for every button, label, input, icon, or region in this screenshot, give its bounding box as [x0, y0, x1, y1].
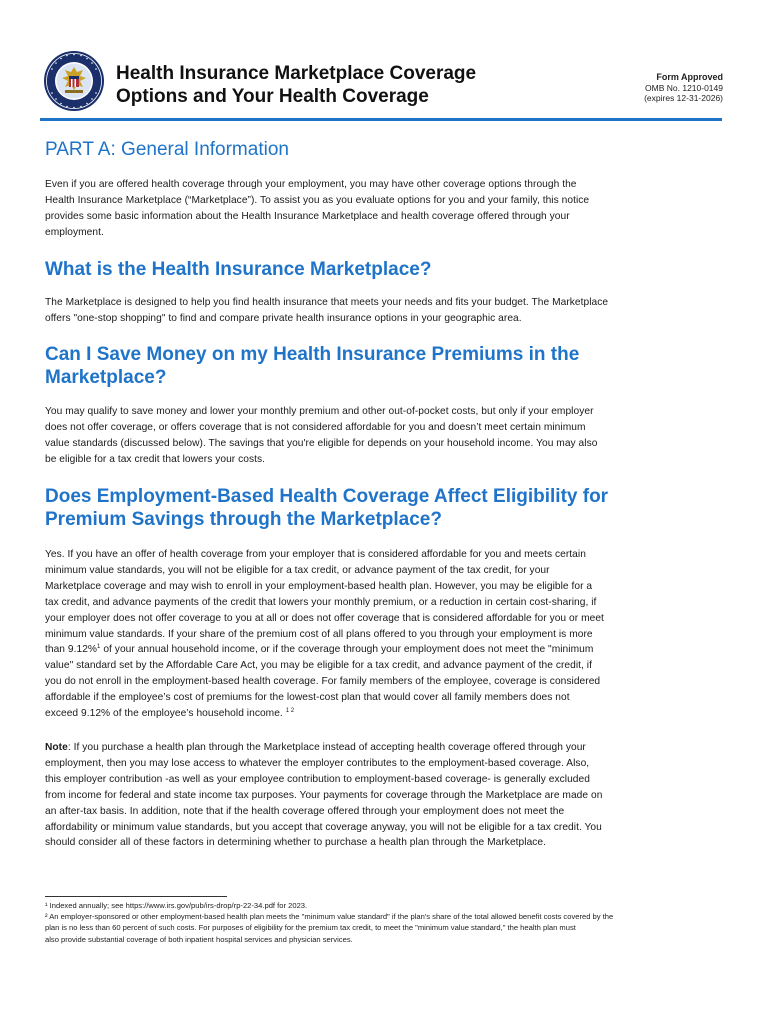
title-line-1: Health Insurance Marketplace Coverage: [116, 63, 477, 84]
note-label: Note: [45, 742, 68, 753]
footnote-ref-1: 1: [97, 644, 101, 651]
part-a-heading: PART A: General Information: [45, 139, 289, 160]
eligibility-heading: Does Employment-Based Health Coverage Affect Eligibility for Premium Savings through the Marketplace?: [45, 486, 609, 530]
footnote-2: ² An employer-sponsored or other employment-based health plan meets the "minimum value standard" if the plan's share of the total allowed benefit costs covered by the: [45, 912, 614, 922]
footnote-ref-1-2: 1 2: [285, 708, 295, 715]
document-title: [116, 62, 476, 108]
save-money-heading: Can I Save Money on my Health Insurance Premiums in the Marketplace?: [45, 344, 580, 388]
note-paragraph: Note: If you purchase a health plan through the Marketplace instead of accepting health coverage offered through your employment, then you may lose access to whatever the employer contributes to the employment-based coverage. Also, this employer contribution -as well as your employee contribution to employment-based coverage- is generally excluded from income for federal and state income tax purposes. Your payments for coverage through the Marketplace are made on an after-tax basis. In addition, note that if the health coverage offered through your employment does not meet the affordability or minimum value standards, but you accept that coverage anyway, you will not be eligible for a tax credit. You should consider all of these factors in determining whether to purchase a health plan through the Marketplace.: [45, 742, 603, 849]
eligibility-body: Yes. If you have an offer of health coverage from your employer that is considered affordable for you and meets certain minimum value standards, you will not be eligible for a tax credit, or advance payment of the tax credit, for your Marketplace coverage and may wish to enroll in your employment-based health plan. However, you may be eligible for a tax credit, and advance payments of the credit that lowers your monthly premium, or a reduction in certain cost-sharing, if your employer does not offer coverage to you at all or does not offer coverage that is considered affordable for you or meet minimum value standards. If your share of the premium cost of all plans offered to you through your employment is more than 9.12%$^1$ of your annual household income, or if the coverage through your employment does not meet the "minimum value" standard set by the Affordable Care Act, you may be eligible for a tax credit, and advance payment of the credit, if you do not enroll in the employment-based health coverage. For family members of the employee, coverage is considered affordable if the employee’s cost of premiums for the lowest-cost plan that would cover all family members does not exceed 9.12% of the employee’s household income. $^{1 2}$: [45, 549, 604, 720]
footnote-2-end: also provide substantial coverage of both inpatient hospital services and physician services.: [45, 934, 353, 944]
expiration-date: (expires 12-31-2026): [644, 93, 723, 103]
footnote-divider: [45, 896, 227, 897]
department-of-labor-seal-icon: [43, 50, 105, 112]
marketplace-heading: What is the Health Insurance Marketplace?: [45, 259, 432, 280]
title-line-2: Options and Your Health Coverage: [116, 86, 429, 107]
header-divider: [40, 118, 722, 121]
part-a-intro: Even if you are offered health coverage through your employment, you may have other coverage options through the Health Insurance Marketplace (“Marketplace”). To assist you as you evaluate options for you and your family, this notice provides some basic information about the Health Insurance Marketplace and health coverage offered through your employment.: [45, 179, 590, 238]
marketplace-body: The Marketplace is designed to help you find health insurance that meets your needs and fits your budget. The Marketplace offers "one-stop shopping" to find and compare private health insurance options in your geographic area.: [45, 297, 609, 324]
footnote-2-cont: plan is no less than 60 percent of such costs. For purposes of eligibility for the premium tax credit, to meet the "minimum value standard," the health plan must: [45, 923, 576, 933]
footnotes: [45, 900, 727, 945]
footnote-1: ¹ Indexed annually; see https://www.irs.gov/pub/irs-drop/rp-22-34.pdf for 2023.: [45, 901, 308, 910]
form-approval-block: [644, 72, 723, 104]
omb-number: OMB No. 1210-0149: [645, 82, 723, 93]
save-money-body: You may qualify to save money and lower your monthly premium and other out-of-pocket costs, but only if your employer does not offer coverage, or offers coverage that is not considered affordable for you and doesn’t meet certain minimum value standards (discussed below). The savings that you're eligible for depends on your household income. You may also be eligible for a tax credit that lowers your costs.: [45, 406, 598, 465]
form-approved-label: Form Approved: [656, 72, 723, 82]
